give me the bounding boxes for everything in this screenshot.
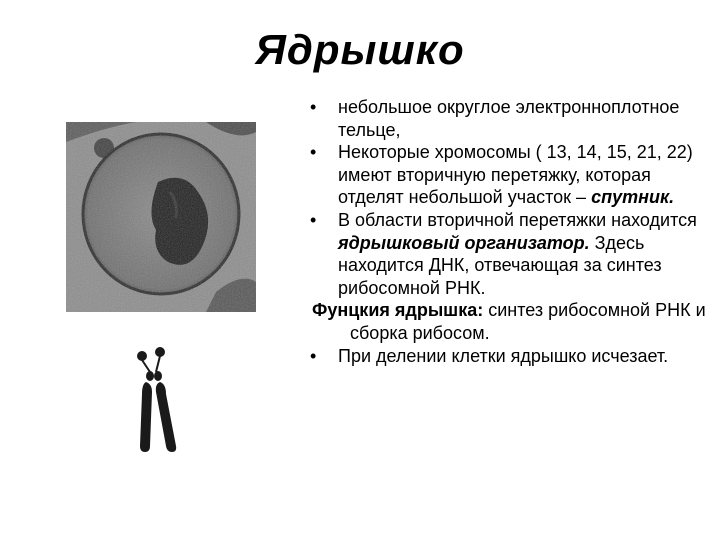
slide-body bbox=[300, 96, 710, 367]
nucleus-micrograph bbox=[66, 122, 256, 312]
bullet: • bbox=[310, 97, 317, 117]
item-text: В области вторичной перетяжки находится bbox=[338, 209, 697, 230]
slide-title: Ядрышко bbox=[255, 26, 465, 73]
term-satellite: спутник. bbox=[591, 187, 675, 208]
function-text: синтез рибосомной РНК и сборка рибосом. bbox=[350, 300, 706, 343]
bullet: • bbox=[310, 209, 317, 230]
function-label: Фунцкия ядрышка: bbox=[312, 300, 484, 321]
function-paragraph bbox=[312, 299, 710, 344]
list-item bbox=[300, 141, 710, 209]
term-nucleolar-organizer: ядрышковый организатор. bbox=[338, 232, 590, 253]
item-text-after: Здесь находится ДНК, отвечающая за синтез рибосомной РНК. bbox=[338, 232, 662, 298]
bullet: • bbox=[310, 142, 317, 163]
chromosome-with-satellite bbox=[128, 346, 192, 454]
item-text: небольшое округлое электронноплотное тельце, bbox=[338, 97, 680, 140]
bullet: • bbox=[310, 345, 317, 366]
list-item bbox=[300, 209, 710, 299]
list-item bbox=[300, 345, 710, 368]
item-text: При делении клетки ядрышко исчезает. bbox=[338, 345, 669, 366]
item-text: Некоторые хромосомы ( 13, 14, 15, 21, 22) имеют вторичную перетяжку, которая отделят небольшой участок – bbox=[338, 142, 693, 208]
list-item bbox=[300, 96, 710, 141]
